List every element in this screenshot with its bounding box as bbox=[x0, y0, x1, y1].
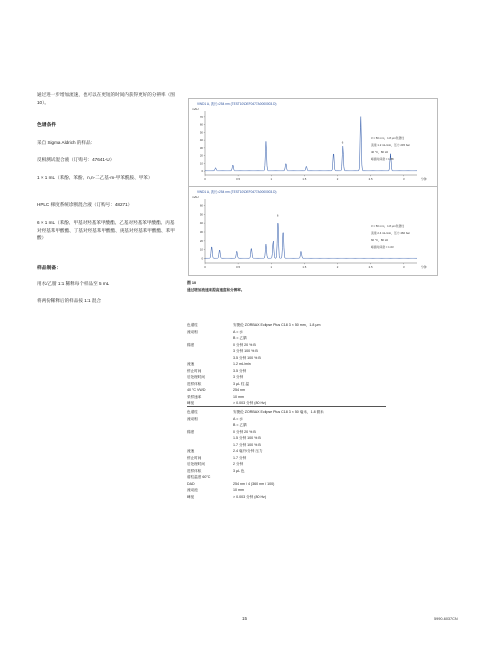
row-value: B = 乙腈 bbox=[233, 336, 247, 340]
table-divider bbox=[187, 406, 386, 407]
row-value: 0 分钟 20 % B bbox=[233, 429, 256, 434]
row-value: 3.5 分钟 bbox=[233, 368, 247, 373]
row-value: A = 水 bbox=[233, 329, 243, 334]
chromatogram-1 bbox=[188, 98, 438, 188]
row-value: 3.5 分钟 100 % B bbox=[233, 355, 261, 360]
chart-annotation: 3 × 50 mm，1.8 μm色谱柱 bbox=[371, 224, 405, 228]
x-tick-label: 0.5 bbox=[236, 265, 241, 269]
y-tick-label: 0 bbox=[201, 169, 203, 174]
y-tick-label: 10 bbox=[199, 161, 203, 166]
row-key: 采样速率 bbox=[187, 394, 202, 399]
conditions-table-2 bbox=[187, 410, 387, 500]
row-key: 停止时间 bbox=[187, 455, 202, 460]
row-value: B = 乙腈 bbox=[233, 423, 247, 427]
row-key: 流速 bbox=[187, 362, 195, 366]
y-tick-label: 30 bbox=[199, 145, 203, 150]
page-number: 15 bbox=[242, 616, 248, 621]
row-value: 3 分钟 bbox=[233, 375, 244, 379]
y-tick-label: 20 bbox=[199, 238, 203, 243]
x-tick-label: 2.5 bbox=[368, 177, 373, 181]
x-tick-label: 2 bbox=[336, 177, 339, 181]
x-tick-label: 0.5 bbox=[236, 177, 241, 181]
chart-annotation: 流速 1.2 mL/min，压力 245 bar bbox=[371, 143, 410, 147]
y-tick-label: 60 bbox=[199, 203, 203, 208]
section-heading-conditions: 色谱条件 bbox=[37, 123, 57, 128]
prep-step-1: 用水/乙腈 1:1 稀释每个样品至 5 mL bbox=[37, 281, 110, 286]
chart-annotation: 40 °C，80 Hz bbox=[371, 150, 389, 154]
chart-annotation: 3 × 50 mm，1.8 μm色谱柱 bbox=[371, 136, 405, 140]
y-tick-label: 70 bbox=[199, 114, 203, 119]
row-value: 1.2 mL/min bbox=[233, 362, 251, 366]
row-value: 安捷伦 ZORBAX Eclipse Plus C18 3 × 50 mm，1.8 μm bbox=[233, 323, 321, 327]
y-tick-label: 10 bbox=[199, 247, 203, 252]
y-tick-label: 30 bbox=[199, 230, 203, 234]
hplc-order-label: HPLC 梯度系统诊断混合液（订购号：48271） bbox=[37, 202, 133, 207]
row-value: 3 μL 柱 温 bbox=[233, 381, 250, 386]
x-tick-label: 1.5 bbox=[302, 265, 307, 269]
y-tick-label: 40 bbox=[199, 221, 203, 226]
prep-step-2: 将两份稀释后的样品按 1:1 混合 bbox=[37, 298, 102, 303]
row-key: 流动相 bbox=[187, 416, 198, 421]
row-value: 2.4 毫升/分钟 压力 bbox=[233, 449, 263, 453]
row-key: 流动池 bbox=[187, 488, 198, 492]
peak-label: 6 bbox=[341, 140, 344, 145]
chromatogram-2-svg bbox=[189, 187, 437, 275]
conditions-table-1 bbox=[187, 323, 387, 403]
y-tick-label: 40 bbox=[199, 138, 203, 143]
chart-annotation: 峰值时间窗 = 1.03 bbox=[371, 245, 394, 249]
x-tick-label: 1.5 bbox=[302, 177, 307, 181]
row-key: 停止时间 bbox=[187, 368, 202, 373]
row-key: 流动相 bbox=[187, 329, 198, 334]
x-tick-label: 0 bbox=[204, 265, 206, 269]
chart-header: VWD1 A, 波长=254 nm (TEST10\DEF0477A0000003.D) bbox=[197, 190, 277, 194]
row-value: > 0.003 分钟 (80 Hz) bbox=[233, 494, 267, 499]
mix-order-label: 反相测试混合液（订购号：47641-U） bbox=[37, 157, 115, 162]
row-value: 254 nm / 4 (360 nm / 100) bbox=[233, 481, 275, 486]
row-value: 254 nm bbox=[233, 388, 245, 392]
x-tick-label: 2.5 bbox=[368, 265, 373, 269]
y-tick-label: 0 bbox=[201, 256, 203, 261]
row-key: 峰宽 bbox=[187, 401, 195, 405]
row-value: 10 mm bbox=[233, 394, 244, 399]
y-tick-label: 20 bbox=[199, 153, 203, 158]
x-tick-label: 0 bbox=[204, 177, 206, 181]
row-value: > 0.003 分钟 (80 Hz) bbox=[233, 401, 267, 405]
row-key: DAD bbox=[187, 481, 195, 486]
row-value: 1.7 分钟 100 % B bbox=[233, 442, 261, 447]
row-value: 1.7 分钟 bbox=[233, 455, 247, 460]
figure-caption-text: 通过增加流速来提高速度和分辨率。 bbox=[187, 288, 245, 292]
row-key: 色谱柱 bbox=[187, 410, 198, 414]
row-key: 进样体积 bbox=[187, 468, 202, 473]
y-tick-label: 60 bbox=[199, 122, 203, 127]
row-key: 谱柱温度 60°C bbox=[187, 475, 211, 479]
y-tick-label: 50 bbox=[199, 212, 203, 217]
row-value: 1.5 分钟 100 % B bbox=[233, 436, 261, 440]
row-key: 进样体积 bbox=[187, 381, 202, 386]
row-value: 0 分钟 20 % B bbox=[233, 342, 256, 347]
section-heading-sample-prep: 样品制备： bbox=[37, 266, 61, 271]
row-value: 安捷伦 ZORBAX Eclipse Plus C18 3 × 50 毫米，1.8 微米 bbox=[233, 410, 324, 414]
gradient-mix-detail: 6 × 1 mL（苯酚、甲基对羟基苯甲酸酯、乙基对羟基苯甲酸酯、丙基对羟基苯甲酸酯、丁基对羟基苯甲酸酯、庚基对羟基苯甲酸酯、苯甲酸） bbox=[37, 220, 175, 241]
x-tick-label: 2 bbox=[336, 265, 339, 269]
row-value: A = 水 bbox=[233, 416, 243, 421]
y-axis-label: mAU bbox=[192, 107, 199, 111]
mix-detail: 1 × 1 mL（苯酚、苯酚、n,n-二乙基-m-甲苯酰胺、甲苯） bbox=[37, 175, 153, 180]
x-unit-label: 分钟 bbox=[421, 265, 427, 269]
row-key: 后处理时间 bbox=[187, 462, 205, 466]
row-value: 3 μL 色 bbox=[233, 468, 245, 473]
x-unit-label: 分钟 bbox=[421, 177, 427, 181]
chart-header: VWD1 A, 波长=254 nm (TEST10\DEF0477A0000003.D) bbox=[197, 102, 277, 106]
row-key: 梯度 bbox=[187, 342, 195, 347]
row-key: 色谱柱 bbox=[187, 323, 198, 327]
x-tick-label: 1 bbox=[270, 265, 273, 269]
x-tick-label: 1 bbox=[270, 177, 273, 181]
chart-annotation: 流速 2.4 mL/min，压力 460 bar bbox=[371, 231, 410, 235]
intro-paragraph: 通过进一步增加流速，也可以在更短的时间内获得更好的分辨率（图 10）。 bbox=[37, 92, 175, 105]
row-key: 梯度 bbox=[187, 429, 195, 434]
chart-annotation: 峰值时间窗 = 1.88 bbox=[371, 157, 394, 161]
row-value: 2 分钟 bbox=[233, 462, 244, 466]
chart-annotation: 60 °C，80 Hz bbox=[371, 238, 389, 242]
y-tick-label: 50 bbox=[199, 130, 203, 135]
figure-caption-title: 图 10 bbox=[187, 281, 197, 285]
chromatogram-1-svg bbox=[189, 99, 437, 187]
samples-label: 采自 Sigma Aldrich 的样品： bbox=[37, 140, 96, 145]
y-axis-label: mAU bbox=[192, 195, 199, 199]
row-key: 峰宽 bbox=[187, 494, 195, 499]
row-key: 40 °C VWD bbox=[187, 388, 206, 392]
chromatogram-2 bbox=[188, 186, 438, 276]
x-tick-label: 3 bbox=[402, 177, 405, 181]
row-value: 10 mm bbox=[233, 488, 244, 492]
row-key: 后处理时间 bbox=[187, 375, 205, 379]
row-value: 3 分钟 100 % B bbox=[233, 349, 258, 353]
row-key: 流速 bbox=[187, 449, 195, 453]
document-code: 5990-6037CN bbox=[434, 617, 458, 621]
peak-label: 6 bbox=[276, 213, 279, 218]
x-tick-label: 3 bbox=[402, 265, 405, 269]
